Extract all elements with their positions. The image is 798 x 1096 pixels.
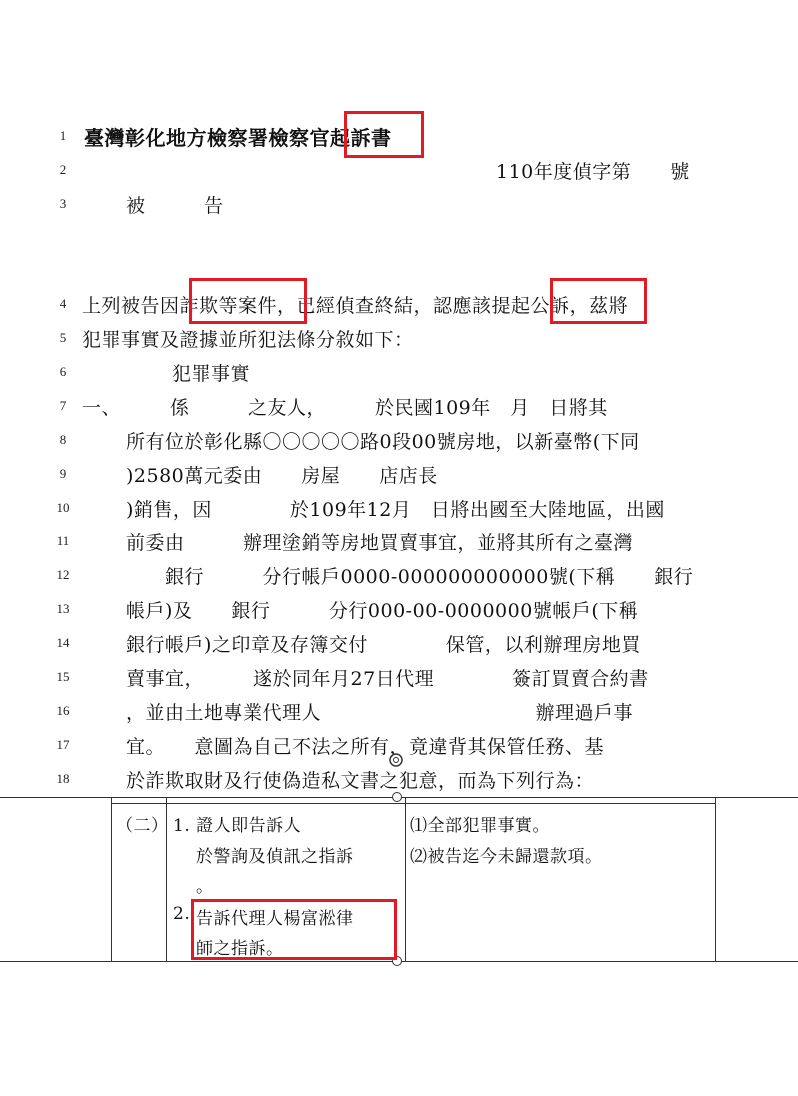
highlight-box: [550, 278, 647, 324]
line-15: 賣事宜， 遂於同年月27日代理 簽訂買賣合約書: [126, 668, 649, 690]
line-number: 3: [59, 196, 67, 211]
highlight-box: [189, 278, 307, 324]
highlight-box: [191, 899, 397, 960]
line-4-part: ，茲將: [569, 295, 629, 317]
evidence-item-number: 2.: [173, 904, 191, 924]
resize-handle[interactable]: [392, 792, 402, 802]
case-number: 110年度偵字第 號: [496, 161, 690, 183]
line-number: 16: [56, 703, 70, 718]
table-column-divider: [111, 797, 112, 961]
line-7: 一、 係 之友人， 於民國109年 月 日將其: [82, 397, 608, 419]
section-heading: 犯罪事實: [172, 363, 251, 385]
evidence-item: 師之指訴。: [196, 939, 284, 959]
title-highlight: 起訴書: [330, 126, 392, 150]
line-number: 13: [56, 601, 70, 616]
line-number: 17: [56, 737, 70, 752]
line-number: 12: [56, 567, 70, 582]
line-number: 15: [56, 669, 70, 684]
table-row-label: （二）: [116, 816, 169, 836]
line-10: )銷售，因 於109年12月 日將出國至大陸地區，出國: [126, 499, 665, 521]
line-number: 10: [56, 500, 70, 515]
line-14: 銀行帳戶)之印章及存簿交付 保管，以利辦理房地買: [126, 634, 641, 656]
title-prefix: 臺灣彰化地方檢察署檢察官: [84, 126, 330, 150]
line-number: 18: [56, 771, 70, 786]
line-number: 9: [59, 466, 67, 481]
line-4: [82, 291, 628, 318]
fact-item: ⑴全部犯罪事實。: [410, 816, 550, 836]
line-number: 2: [59, 162, 67, 177]
rotate-handle-icon[interactable]: [388, 752, 404, 768]
evidence-item: 於警詢及偵訊之指訴: [196, 847, 354, 867]
table-row-border: [111, 803, 715, 804]
line-number: 6: [59, 364, 67, 379]
evidence-item: 。: [196, 877, 214, 897]
highlight-box: [344, 111, 424, 158]
line-number: 14: [56, 635, 70, 650]
table-column-divider: [715, 797, 716, 961]
line-13: 帳戶)及 銀行 分行000-00-0000000號帳戶(下稱: [126, 600, 639, 622]
line-number: 4: [59, 296, 67, 311]
line-11: 前委由 辦理塗銷等房地買賣事宜，並將其所有之臺灣: [126, 532, 634, 554]
line-number: 1: [59, 128, 67, 143]
evidence-item: 1. 證人即告訴人: [173, 816, 302, 836]
case-type: 詐欺等案件: [179, 295, 278, 317]
line-number: 7: [59, 398, 67, 413]
line-4-part: 上列被告因: [82, 295, 180, 317]
line-17: 宜。 意圖為自己不法之所有，竟違背其保管任務、基: [126, 736, 605, 758]
line-4-part: ，已經偵查終結，認應該: [277, 295, 492, 317]
prosecution-term: 提起公訴: [491, 295, 570, 317]
line-5: 犯罪事實及證據並所犯法條分敘如下：: [82, 329, 414, 351]
line-18: 於詐欺取財及行使偽造私文書之犯意，而為下列行為：: [126, 770, 595, 792]
line-8: 所有位於彰化縣〇〇〇〇〇路0段00號房地，以新臺幣(下同: [126, 431, 640, 453]
line-number: 8: [59, 432, 67, 447]
line-number: 11: [56, 533, 70, 548]
table-column-divider: [405, 797, 406, 961]
fact-item: ⑵被告迄今未歸還款項。: [410, 847, 603, 867]
line-16: ，並由土地專業代理人 辦理過戶事: [126, 702, 634, 724]
line-9: )2580萬元委由 房屋 店店長: [126, 465, 438, 487]
line-number: 5: [59, 330, 67, 345]
defendant-label: 被 告: [126, 195, 224, 217]
evidence-item: 告訴代理人楊富淞律: [196, 909, 354, 929]
line-12: 銀行 分行帳戶0000-000000000000號(下稱 銀行: [126, 566, 694, 588]
